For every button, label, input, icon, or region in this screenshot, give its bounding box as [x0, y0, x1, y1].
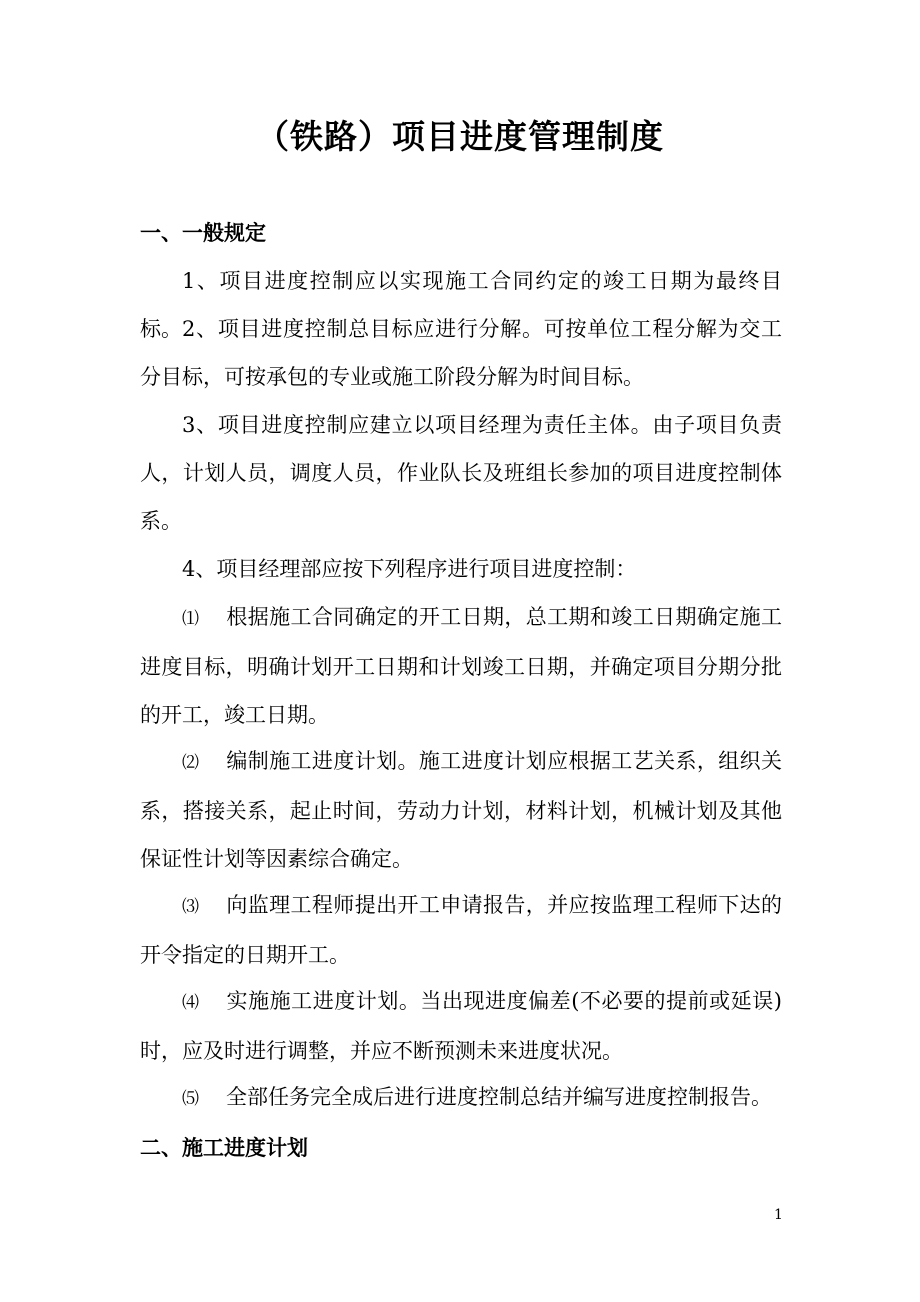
list-item-4	[140, 977, 782, 1075]
section-heading-general: 一、一般规定	[140, 220, 266, 245]
list-item-5	[140, 1073, 782, 1123]
list-item-number: ⑵	[182, 753, 199, 773]
paragraph-2: 2、项目进度控制总目标应进行分解。可按单位工程分解为交工分目标，可按承包的专业或施工阶段分解为时间目标。	[140, 317, 782, 389]
list-item-number: ⑷	[182, 993, 199, 1013]
list-item-number: ⑸	[182, 1089, 199, 1109]
list-item-text: 编制施工进度计划。施工进度计划应根据工艺关系，组织关系，搭接关系，起止时间，劳动力计划，材料计划，机械计划及其他保证性计划等因素综合确定。	[140, 749, 782, 871]
list-item-1	[140, 593, 782, 739]
paragraph-4: 4、项目经理部应按下列程序进行项目进度控制：	[182, 557, 637, 581]
list-item-text: 实施施工进度计划。当出现进度偏差(不必要的提前或延误)时，应及时进行调整，并应不断预测未来进度状况。	[140, 989, 782, 1063]
page-number: 1	[774, 1207, 783, 1223]
list-item-3	[140, 881, 782, 979]
list-item-number: ⑴	[182, 609, 199, 629]
list-item-text: 根据施工合同确定的开工日期，总工期和竣工日期确定施工进度目标，明确计划开工日期和计划竣工日期，并确定项目分期分批的开工，竣工日期。	[140, 605, 782, 727]
paragraph-1: 1、项目进度控制应以实现施工合同约定的竣工日期为最终目标。	[140, 269, 782, 341]
document-title: （铁路）项目进度管理制度	[256, 117, 664, 156]
section-heading-schedule: 二、施工进度计划	[140, 1135, 308, 1160]
list-item-number: ⑶	[182, 897, 199, 917]
list-item-2	[140, 737, 782, 883]
list-item-text: 全部任务完全成后进行进度控制总结并编写进度控制报告。	[226, 1085, 772, 1109]
paragraph-3: 3、项目进度控制应建立以项目经理为责任主体。由子项目负责人，计划人员，调度人员，作业队长及班组长参加的项目进度控制体系。	[140, 413, 782, 533]
list-item-text: 向监理工程师提出开工申请报告，并应按监理工程师下达的开令指定的日期开工。	[140, 893, 782, 967]
